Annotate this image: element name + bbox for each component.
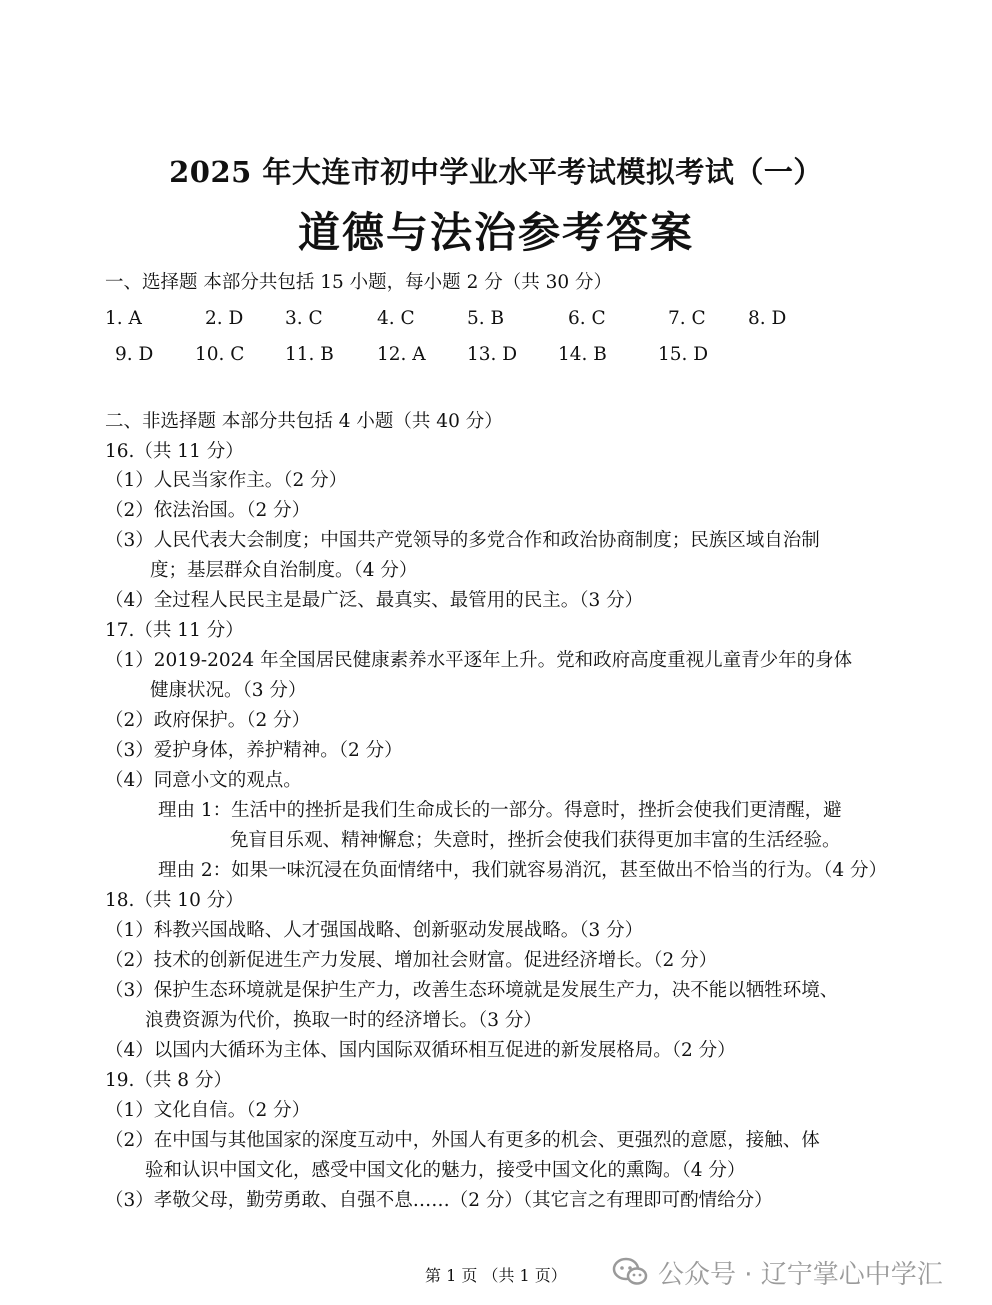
answer-line: （2）在中国与其他国家的深度互动中，外国人有更多的机会、更强烈的意愿，接触、体 [105, 1130, 820, 1151]
choice-answer: 1. A [105, 308, 142, 329]
section2-heading: 二、非选择题 本部分共包括 4 小题（共 40 分） [105, 411, 503, 432]
answer-line: （3）孝敬父母，勤劳勇敢、自强不息……（2 分）（其它言之有理即可酌情给分） [105, 1190, 773, 1211]
choice-answer: 7. C [668, 308, 706, 329]
reason-line-cont: 免盲目乐观、精神懈怠；失意时，挫折会使我们获得更加丰富的生活经验。 [230, 830, 841, 851]
answer-line: （2）依法治国。（2 分） [105, 500, 311, 521]
answer-line: （1）人民当家作主。（2 分） [105, 470, 348, 491]
choice-answer: 14. B [558, 344, 607, 365]
choice-answer: 10. C [195, 344, 245, 365]
answer-line-cont: 度；基层群众自治制度。（4 分） [150, 560, 418, 581]
choice-answer: 6. C [568, 308, 606, 329]
question-heading: 16.（共 11 分） [105, 441, 244, 462]
answer-line: （4）同意小文的观点。 [105, 770, 302, 791]
choice-answer: 13. D [467, 344, 518, 365]
choice-answer: 2. D [205, 308, 244, 329]
answer-line: （1）科教兴国战略、人才强国战略、创新驱动发展战略。（3 分） [105, 920, 644, 941]
reason-line: 理由 2：如果一味沉浸在负面情绪中，我们就容易消沉，甚至做出不恰当的行为。（4 分） [158, 860, 888, 881]
choice-answer: 11. B [285, 344, 334, 365]
choice-answer: 15. D [658, 344, 709, 365]
exam-title: 2025 年大连市初中学业水平考试模拟考试（一） [169, 155, 823, 189]
choice-answer: 12. A [377, 344, 426, 365]
choice-answer: 8. D [748, 308, 787, 329]
answer-line: （3）人民代表大会制度；中国共产党领导的多党合作和政治协商制度；民族区域自治制 [105, 530, 820, 551]
answer-line: （2）技术的创新促进生产力发展、增加社会财富。促进经济增长。（2 分） [105, 950, 718, 971]
watermark [612, 1252, 943, 1292]
answer-line: （1）2019-2024 年全国居民健康素养水平逐年上升。党和政府高度重视儿童青少年的身体 [105, 650, 853, 671]
answer-line-cont: 验和认识中国文化，感受中国文化的魅力，接受中国文化的熏陶。（4 分） [145, 1160, 746, 1181]
page-number: 第 1 页 （共 1 页） [425, 1266, 567, 1285]
answer-line: （4）全过程人民民主是最广泛、最真实、最管用的民主。（3 分） [105, 590, 644, 611]
choice-answer: 4. C [377, 308, 415, 329]
answer-line-cont: 健康状况。（3 分） [150, 680, 307, 701]
wechat-icon [612, 1257, 648, 1287]
document-title: 道德与法治参考答案 [297, 208, 694, 257]
answer-line: （3）爱护身体，养护精神。（2 分） [105, 740, 403, 761]
choice-answer: 9. D [115, 344, 154, 365]
watermark-text: 公众号 · 辽宁掌心中学汇 [658, 1259, 943, 1290]
choice-answer: 5. B [467, 308, 505, 329]
question-heading: 17.（共 11 分） [105, 620, 244, 641]
answer-line: （2）政府保护。（2 分） [105, 710, 311, 731]
answer-line-cont: 浪费资源为代价，换取一时的经济增长。（3 分） [145, 1010, 542, 1031]
choice-answer: 3. C [285, 308, 323, 329]
answer-line: （4）以国内大循环为主体、国内国际双循环相互促进的新发展格局。（2 分） [105, 1040, 736, 1061]
question-heading: 19.（共 8 分） [105, 1070, 232, 1091]
reason-line: 理由 1：生活中的挫折是我们生命成长的一部分。得意时，挫折会使我们更清醒，避 [158, 800, 842, 821]
answer-line: （3）保护生态环境就是保护生产力，改善生态环境就是发展生产力，决不能以牺牲环境、 [105, 980, 839, 1001]
answer-line: （1）文化自信。（2 分） [105, 1100, 311, 1121]
section1-heading: 一、选择题 本部分共包括 15 小题，每小题 2 分（共 30 分） [105, 272, 613, 293]
question-heading: 18.（共 10 分） [105, 890, 244, 911]
